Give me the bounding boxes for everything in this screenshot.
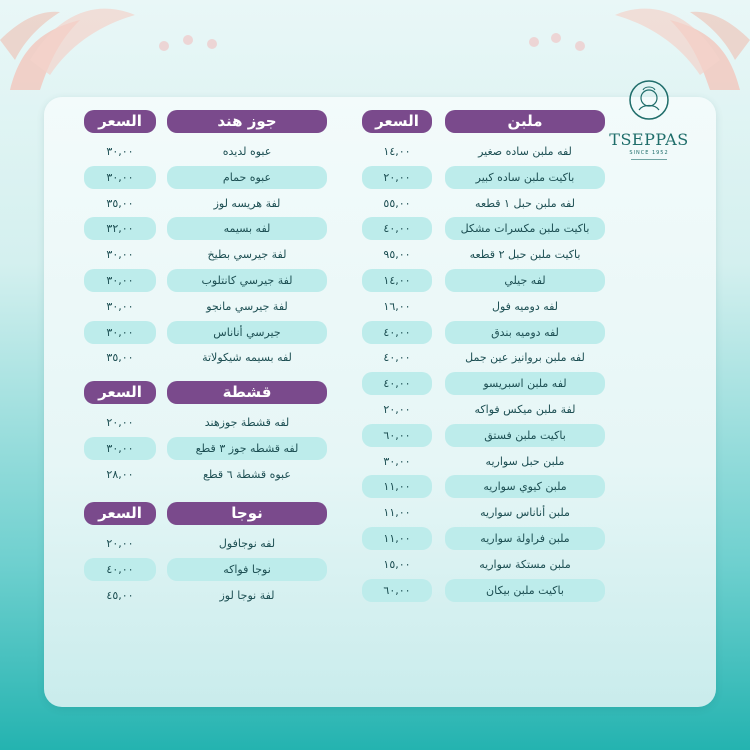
menu-item-price: ١٤,٠٠ xyxy=(362,269,432,292)
menu-item-name: ملبن حبل سواريه xyxy=(485,455,565,468)
menu-item-name: لفه ملبن ساده صغير xyxy=(478,145,572,158)
menu-item-price: ٩٥,٠٠ xyxy=(383,248,411,261)
menu-item-name: لفه قشطة جوزهند xyxy=(204,416,290,429)
menu-item-name: لفه جيلي xyxy=(445,269,605,292)
menu-item-price: ٢٠,٠٠ xyxy=(106,537,134,550)
menu-item-price: ٤٠,٠٠ xyxy=(362,372,432,395)
section-price-header: السعر xyxy=(362,110,432,133)
section-price-header: السعر xyxy=(84,381,156,404)
menu-item-name: عبوه قشطة ٦ قطع xyxy=(203,468,291,481)
menu-item-price: ٣٠,٠٠ xyxy=(106,248,134,261)
menu-item-price: ٣٠,٠٠ xyxy=(106,145,134,158)
menu-item-price: ١٦,٠٠ xyxy=(383,300,411,313)
menu-item-price: ٣٠,٠٠ xyxy=(84,269,156,292)
menu-item-price: ٤٠,٠٠ xyxy=(362,217,432,240)
menu-item-name: لفة نوجا لوز xyxy=(219,589,275,602)
menu-item-name: ملبن فراولة سواريه xyxy=(445,527,605,550)
menu-item-price: ١٤,٠٠ xyxy=(383,145,411,158)
menu-item-name: عبوه لديده xyxy=(222,145,272,158)
menu-item-price: ٢٨,٠٠ xyxy=(106,468,134,481)
menu-item-price: ٦٠,٠٠ xyxy=(362,579,432,602)
menu-item-price: ٣٢,٠٠ xyxy=(84,217,156,240)
logo-divider xyxy=(631,159,667,160)
menu-item-price: ٢٠,٠٠ xyxy=(383,403,411,416)
menu-item-price: ٢٠,٠٠ xyxy=(106,416,134,429)
menu-item-name: باكيت ملبن ساده كبير xyxy=(445,166,605,189)
menu-item-name: باكيت ملبن مكسرات مشكل xyxy=(445,217,605,240)
menu-item-price: ٤٠,٠٠ xyxy=(362,321,432,344)
menu-item-name: ملبن كيوي سواريه xyxy=(445,475,605,498)
brand-name: TSEPPAS xyxy=(609,130,689,149)
menu-item-name: عبوه حمام xyxy=(167,166,327,189)
brand-logo xyxy=(606,78,692,160)
menu-item-price: ٤٥,٠٠ xyxy=(106,589,134,602)
menu-item-name: ملبن مستكة سواريه xyxy=(479,558,571,571)
menu-item-name: باكيت ملبن فستق xyxy=(445,424,605,447)
section-title: قشطة xyxy=(167,381,327,404)
menu-item-name: لفه نوجافول xyxy=(218,537,276,550)
menu-item-name: لفة جيرسي كانتلوب xyxy=(167,269,327,292)
section-price-header: السعر xyxy=(84,110,156,133)
menu-item-price: ٣٠,٠٠ xyxy=(383,455,411,468)
menu-item-name: لفه بسيمه xyxy=(167,217,327,240)
menu-item-price: ١١,٠٠ xyxy=(362,527,432,550)
brand-since: SINCE 1952 xyxy=(629,150,669,156)
menu-item-name: لفة هريسه لوز xyxy=(213,197,281,210)
menu-item-price: ٣٠,٠٠ xyxy=(106,300,134,313)
menu-item-price: ٣٠,٠٠ xyxy=(84,437,156,460)
menu-item-name: لفه بسيمه شيكولاتة xyxy=(202,351,292,364)
menu-item-price: ٣٠,٠٠ xyxy=(84,321,156,344)
menu-item-name: نوجا فواكه xyxy=(167,558,327,581)
menu-item-name: لفه قشطه جوز ٣ قطع xyxy=(167,437,327,460)
menu-item-name: لفة جيرسي بطيخ xyxy=(207,248,287,261)
menu-item-name: ملبن أناناس سواريه xyxy=(480,506,570,519)
floral-decoration-left-icon xyxy=(0,0,140,95)
section-title: نوجا xyxy=(167,502,327,525)
menu-item-name: لفه ملبن حبل ١ قطعه xyxy=(475,197,575,210)
section-title: جوز هند xyxy=(167,110,327,133)
menu-item-price: ٤٠,٠٠ xyxy=(84,558,156,581)
menu-item-name: باكيت ملبن حبل ٢ قطعه xyxy=(469,248,581,261)
menu-item-name: لفه دوميه بندق xyxy=(445,321,605,344)
menu-item-price: ٤٠,٠٠ xyxy=(383,351,411,364)
menu-item-name: لفة ملبن ميكس فواكه xyxy=(474,403,576,416)
menu-item-price: ٦٠,٠٠ xyxy=(362,424,432,447)
menu-item-price: ١١,٠٠ xyxy=(383,506,411,519)
menu-item-name: لفه ملبن بروانيز عين جمل xyxy=(465,351,585,364)
menu-item-price: ٢٠,٠٠ xyxy=(362,166,432,189)
section-price-header: السعر xyxy=(84,502,156,525)
menu-item-name: باكيت ملبن بيكان xyxy=(445,579,605,602)
menu-item-price: ٣٥,٠٠ xyxy=(106,197,134,210)
dots-decoration-icon xyxy=(150,30,600,60)
menu-item-price: ١٥,٠٠ xyxy=(383,558,411,571)
menu-item-price: ٣٥,٠٠ xyxy=(106,351,134,364)
menu-item-name: جيرسي أناناس xyxy=(167,321,327,344)
menu-item-name: لفه ملبن اسبريسو xyxy=(445,372,605,395)
menu-item-price: ١١,٠٠ xyxy=(362,475,432,498)
logo-emblem-icon xyxy=(627,78,671,122)
menu-item-name: لفة جيرسي مانجو xyxy=(206,300,288,313)
section-title: ملبن xyxy=(445,110,605,133)
menu-item-name: لفه دوميه فول xyxy=(491,300,559,313)
menu-item-price: ٣٠,٠٠ xyxy=(84,166,156,189)
menu-item-price: ٥٥,٠٠ xyxy=(383,197,411,210)
